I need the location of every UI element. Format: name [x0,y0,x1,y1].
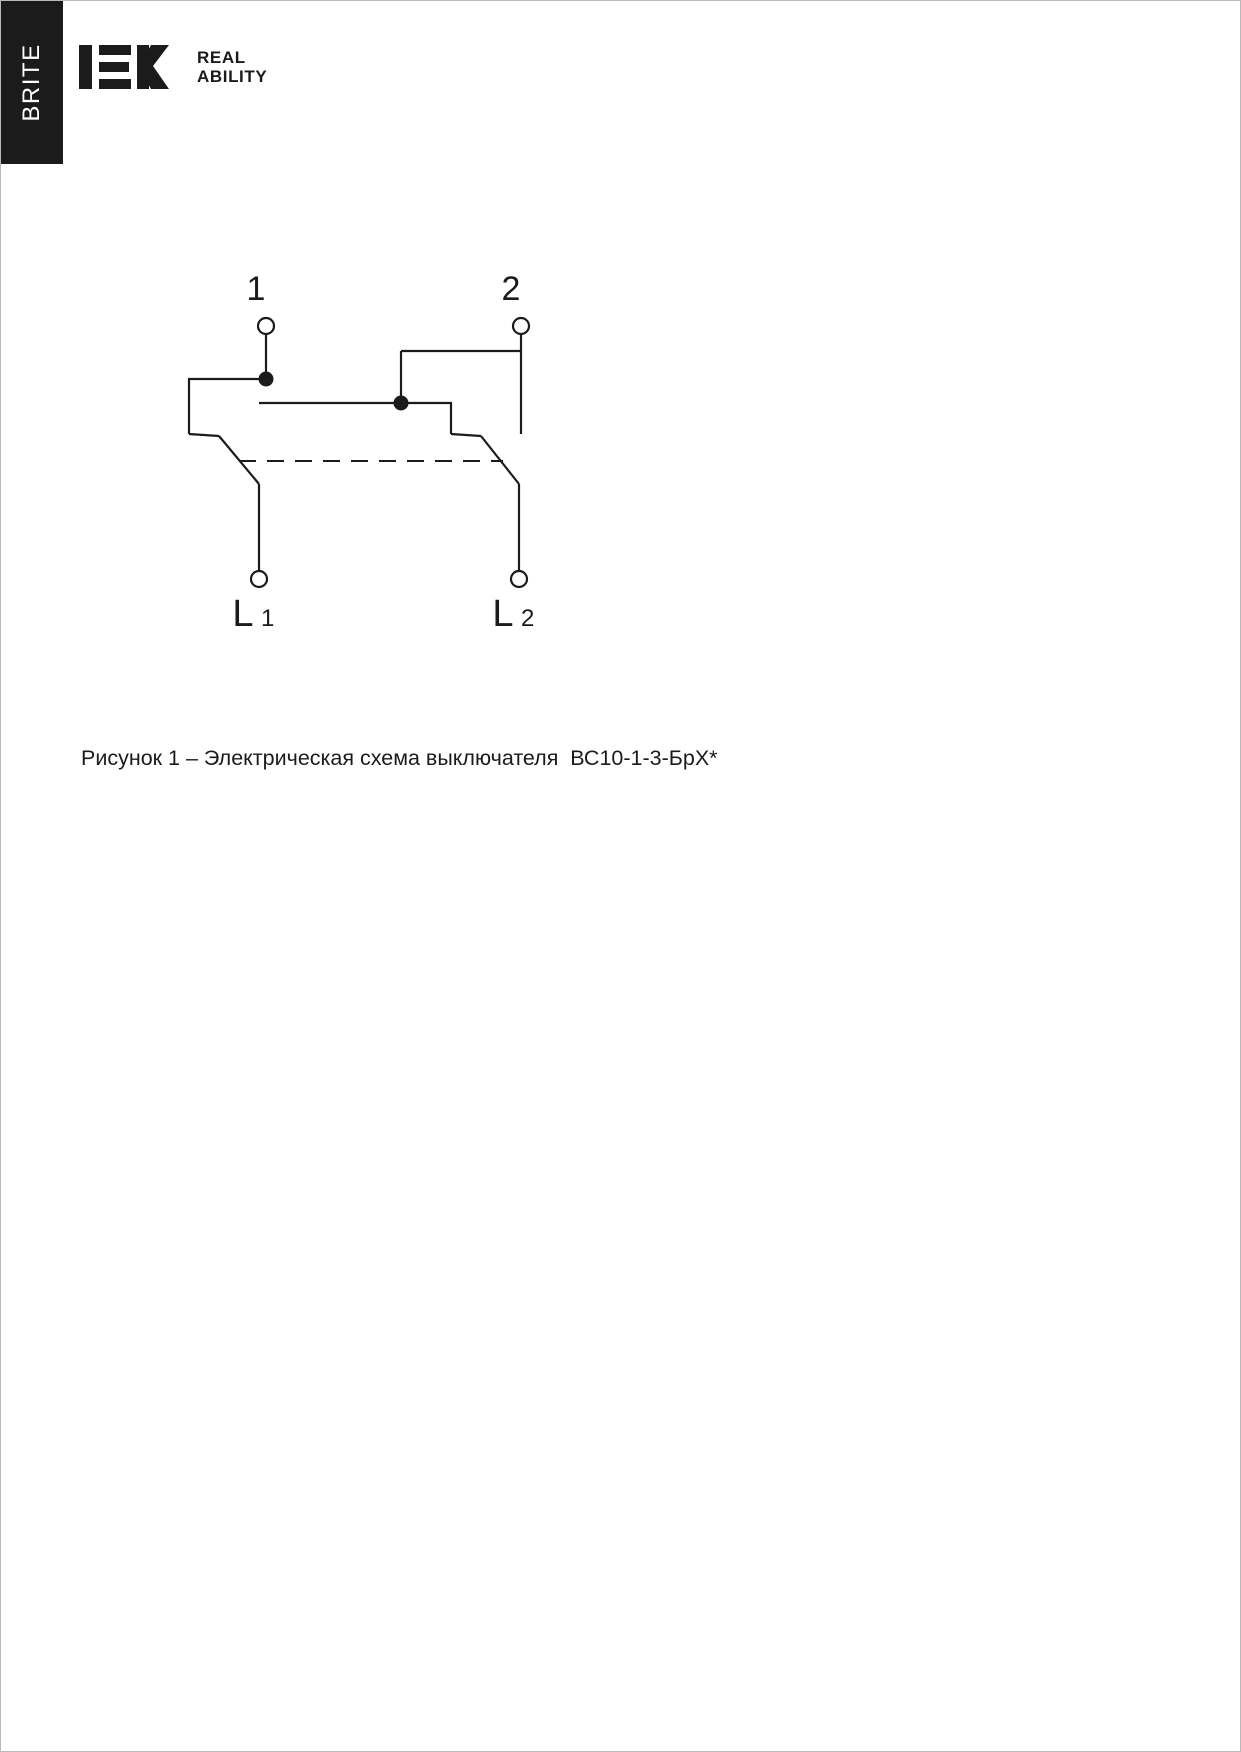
iek-tagline-line2: ABILITY [197,67,268,86]
iek-logo [79,39,267,95]
brand-tab [1,1,63,164]
iek-logo-tagline [197,48,267,86]
terminal-1-circle-icon [258,318,274,334]
junction-dot-2-icon [394,396,409,411]
switch-schematic [151,266,631,646]
load-1-sublabel: 1 [261,605,275,632]
load-2-circle-icon [511,571,527,587]
terminal-2-circle-icon [513,318,529,334]
iek-logo-mark-icon [79,39,175,95]
terminal-1-label: 1 [246,270,266,308]
iek-tagline-line1: REAL [197,47,246,67]
load-1-circle-icon [251,571,267,587]
figure-caption: Рисунок 1 – Электрическая схема выключателя ВС10-1-3-БрХ* [81,746,718,770]
terminal-2-label: 2 [501,270,521,308]
brand-tab-label: BRITE [18,43,45,122]
load-2-label: L [492,593,514,635]
load-2-sublabel: 2 [521,605,535,632]
load-1-label: L [232,593,254,635]
